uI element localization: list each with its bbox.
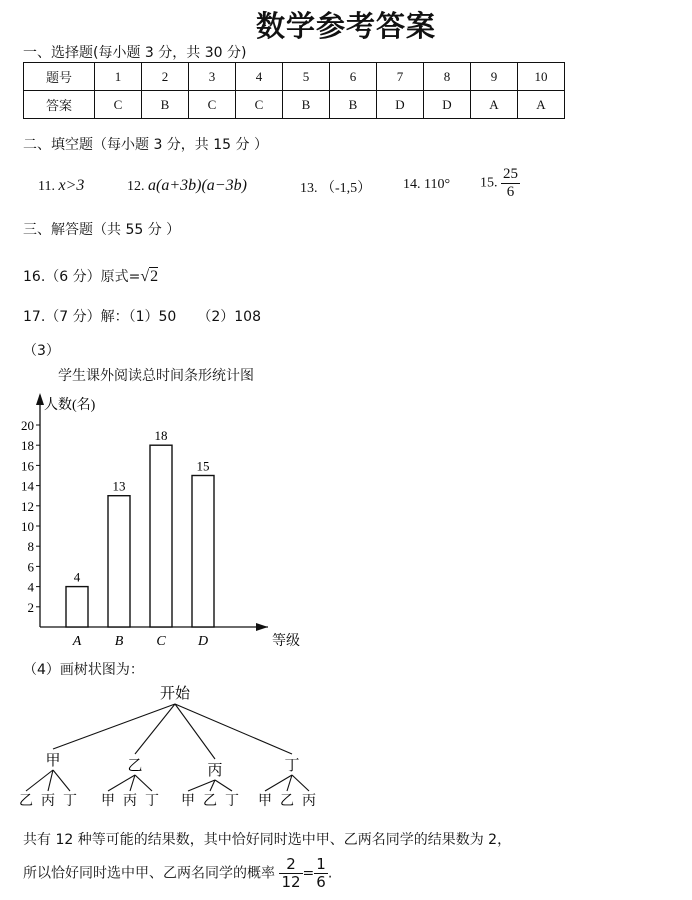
question-number: 8 — [424, 63, 471, 91]
fill-answer-15 — [480, 166, 520, 201]
question-number: 9 — [471, 63, 518, 91]
y-tick-label: 2 — [27, 599, 34, 615]
category-label: D — [197, 634, 209, 649]
q17-line: 17.（7 分）解：（1）50 （2）108 — [23, 309, 261, 325]
answer-cell: D — [424, 91, 471, 119]
answer-cell: B — [283, 91, 330, 119]
q16-line — [23, 266, 158, 286]
equals-sign: = — [302, 865, 315, 882]
data-label: 4 — [73, 569, 81, 585]
tree-branch — [292, 775, 309, 791]
probability-fraction — [279, 856, 302, 891]
bar — [66, 587, 88, 627]
conclusion-prefix: 所以恰好同时选中甲、乙两名同学的概率 — [23, 865, 275, 882]
section3-heading: 三、解答题（共 55 分 ） — [23, 222, 181, 238]
q17-part4: （4）画树状图为： — [23, 662, 144, 678]
q11-number: 11. — [38, 179, 55, 194]
tree-branch — [53, 770, 70, 791]
q12-answer: a(a+3b)(a−3b) — [148, 177, 247, 194]
y-axis-label: 人数(名) — [44, 398, 96, 413]
tree-node-level1: 丁 — [284, 758, 300, 774]
fill-answer-11 — [38, 177, 84, 195]
fraction-denominator: 12 — [281, 873, 301, 891]
q13-number: 13. — [300, 181, 318, 196]
q15-fraction — [501, 166, 520, 201]
question-number: 6 — [330, 63, 377, 91]
q13-answer: （-1,5） — [321, 181, 372, 196]
answer-cell: A — [471, 91, 518, 119]
period: . — [327, 865, 333, 882]
fraction-denominator: 6 — [316, 873, 326, 891]
y-tick-label: 6 — [27, 559, 34, 575]
table-row — [24, 91, 565, 119]
answer-cell: C — [189, 91, 236, 119]
bar — [108, 496, 130, 627]
y-tick-label: 20 — [21, 418, 34, 433]
y-tick-label: 12 — [21, 498, 34, 514]
x-axis-label: 等级 — [272, 634, 300, 649]
page-title: 数学参考答案 — [255, 9, 436, 43]
tree-node-level2: 乙 — [280, 794, 294, 809]
fill-answer-12 — [127, 177, 247, 195]
row-header: 题号 — [24, 63, 95, 91]
question-number: 10 — [518, 63, 565, 91]
y-tick-label: 14 — [21, 478, 34, 494]
fill-answer-14 — [403, 177, 450, 193]
bar — [150, 445, 172, 627]
q15-number: 15. — [480, 175, 498, 191]
answer-cell: D — [377, 91, 424, 119]
question-number: 3 — [189, 63, 236, 91]
tree-branch — [135, 775, 152, 791]
section1-heading: 一、选择题(每小题 3 分，共 30 分) — [23, 45, 247, 61]
y-tick-label: 4 — [27, 579, 34, 595]
q16-prefix: 16.（6 分）原式= — [23, 269, 141, 285]
table-row — [24, 63, 565, 91]
category-label: C — [156, 634, 166, 649]
bar-chart — [0, 385, 330, 650]
y-tick-label: 18 — [21, 438, 34, 454]
q11-answer: x>3 — [58, 177, 85, 194]
answer-table — [23, 62, 565, 119]
question-number: 1 — [95, 63, 142, 91]
tree-node-level2: 丙 — [41, 794, 55, 809]
fill-answer-13 — [300, 177, 371, 197]
category-label: B — [114, 634, 124, 649]
tree-root-label: 开始 — [159, 686, 191, 702]
conclusion-line-1: 共有 12 种等可能的结果数，其中恰好同时选中甲、乙两名同学的结果数为 2， — [23, 832, 512, 848]
tree-node-level1: 丙 — [207, 763, 223, 779]
tree-node-level1: 甲 — [45, 753, 61, 769]
fraction-numerator: 2 — [279, 856, 302, 874]
tree-node-level2: 丁 — [63, 794, 77, 809]
tree-node-level2: 丁 — [225, 794, 239, 809]
answer-cell: B — [330, 91, 377, 119]
question-number: 4 — [236, 63, 283, 91]
q14-number: 14. — [403, 177, 421, 192]
sqrt-expression: √2 — [140, 268, 159, 285]
data-label: 15 — [196, 458, 210, 474]
question-number: 5 — [283, 63, 330, 91]
y-tick-label: 8 — [27, 539, 34, 555]
question-number: 7 — [377, 63, 424, 91]
tree-node-level2: 甲 — [258, 794, 272, 809]
tree-node-level2: 丙 — [302, 794, 316, 809]
tree-node-level2: 丁 — [145, 794, 159, 809]
tree-node-level2: 乙 — [19, 794, 33, 809]
fraction-numerator: 25 — [503, 166, 518, 182]
tree-node-level2: 甲 — [181, 794, 195, 809]
answer-cell: B — [142, 91, 189, 119]
fraction-numerator: 1 — [316, 855, 326, 873]
answer-cell: C — [95, 91, 142, 119]
y-axis-arrow — [36, 393, 44, 405]
x-axis-arrow — [256, 623, 268, 631]
bar — [192, 476, 214, 628]
data-label: 18 — [154, 428, 168, 444]
answer-header: 答案 — [24, 91, 95, 119]
y-tick-label: 10 — [21, 519, 34, 534]
q14-answer: 110° — [424, 177, 451, 192]
tree-node-level2: 丙 — [123, 794, 137, 809]
radicand: 2 — [150, 268, 159, 285]
fraction-denominator: 6 — [506, 184, 515, 200]
data-label: 13 — [112, 478, 126, 494]
section2-heading: 二、填空题（每小题 3 分，共 15 分 ） — [23, 137, 268, 153]
answer-cell: A — [518, 91, 565, 119]
chart-title: 学生课外阅读总时间条形统计图 — [58, 368, 254, 384]
tree-diagram — [10, 680, 330, 815]
probability-fraction-simplified — [314, 856, 328, 891]
tree-node-level1: 乙 — [127, 758, 143, 774]
conclusion-line-2 — [23, 856, 332, 891]
q12-number: 12. — [127, 179, 145, 194]
answer-cell: C — [236, 91, 283, 119]
y-tick-label: 16 — [21, 458, 34, 474]
tree-node-level2: 乙 — [203, 794, 217, 809]
tree-node-level2: 甲 — [101, 794, 115, 809]
q17-part3: （3） — [23, 343, 60, 359]
tree-branch — [215, 780, 232, 791]
category-label: A — [72, 634, 82, 649]
question-number: 2 — [142, 63, 189, 91]
